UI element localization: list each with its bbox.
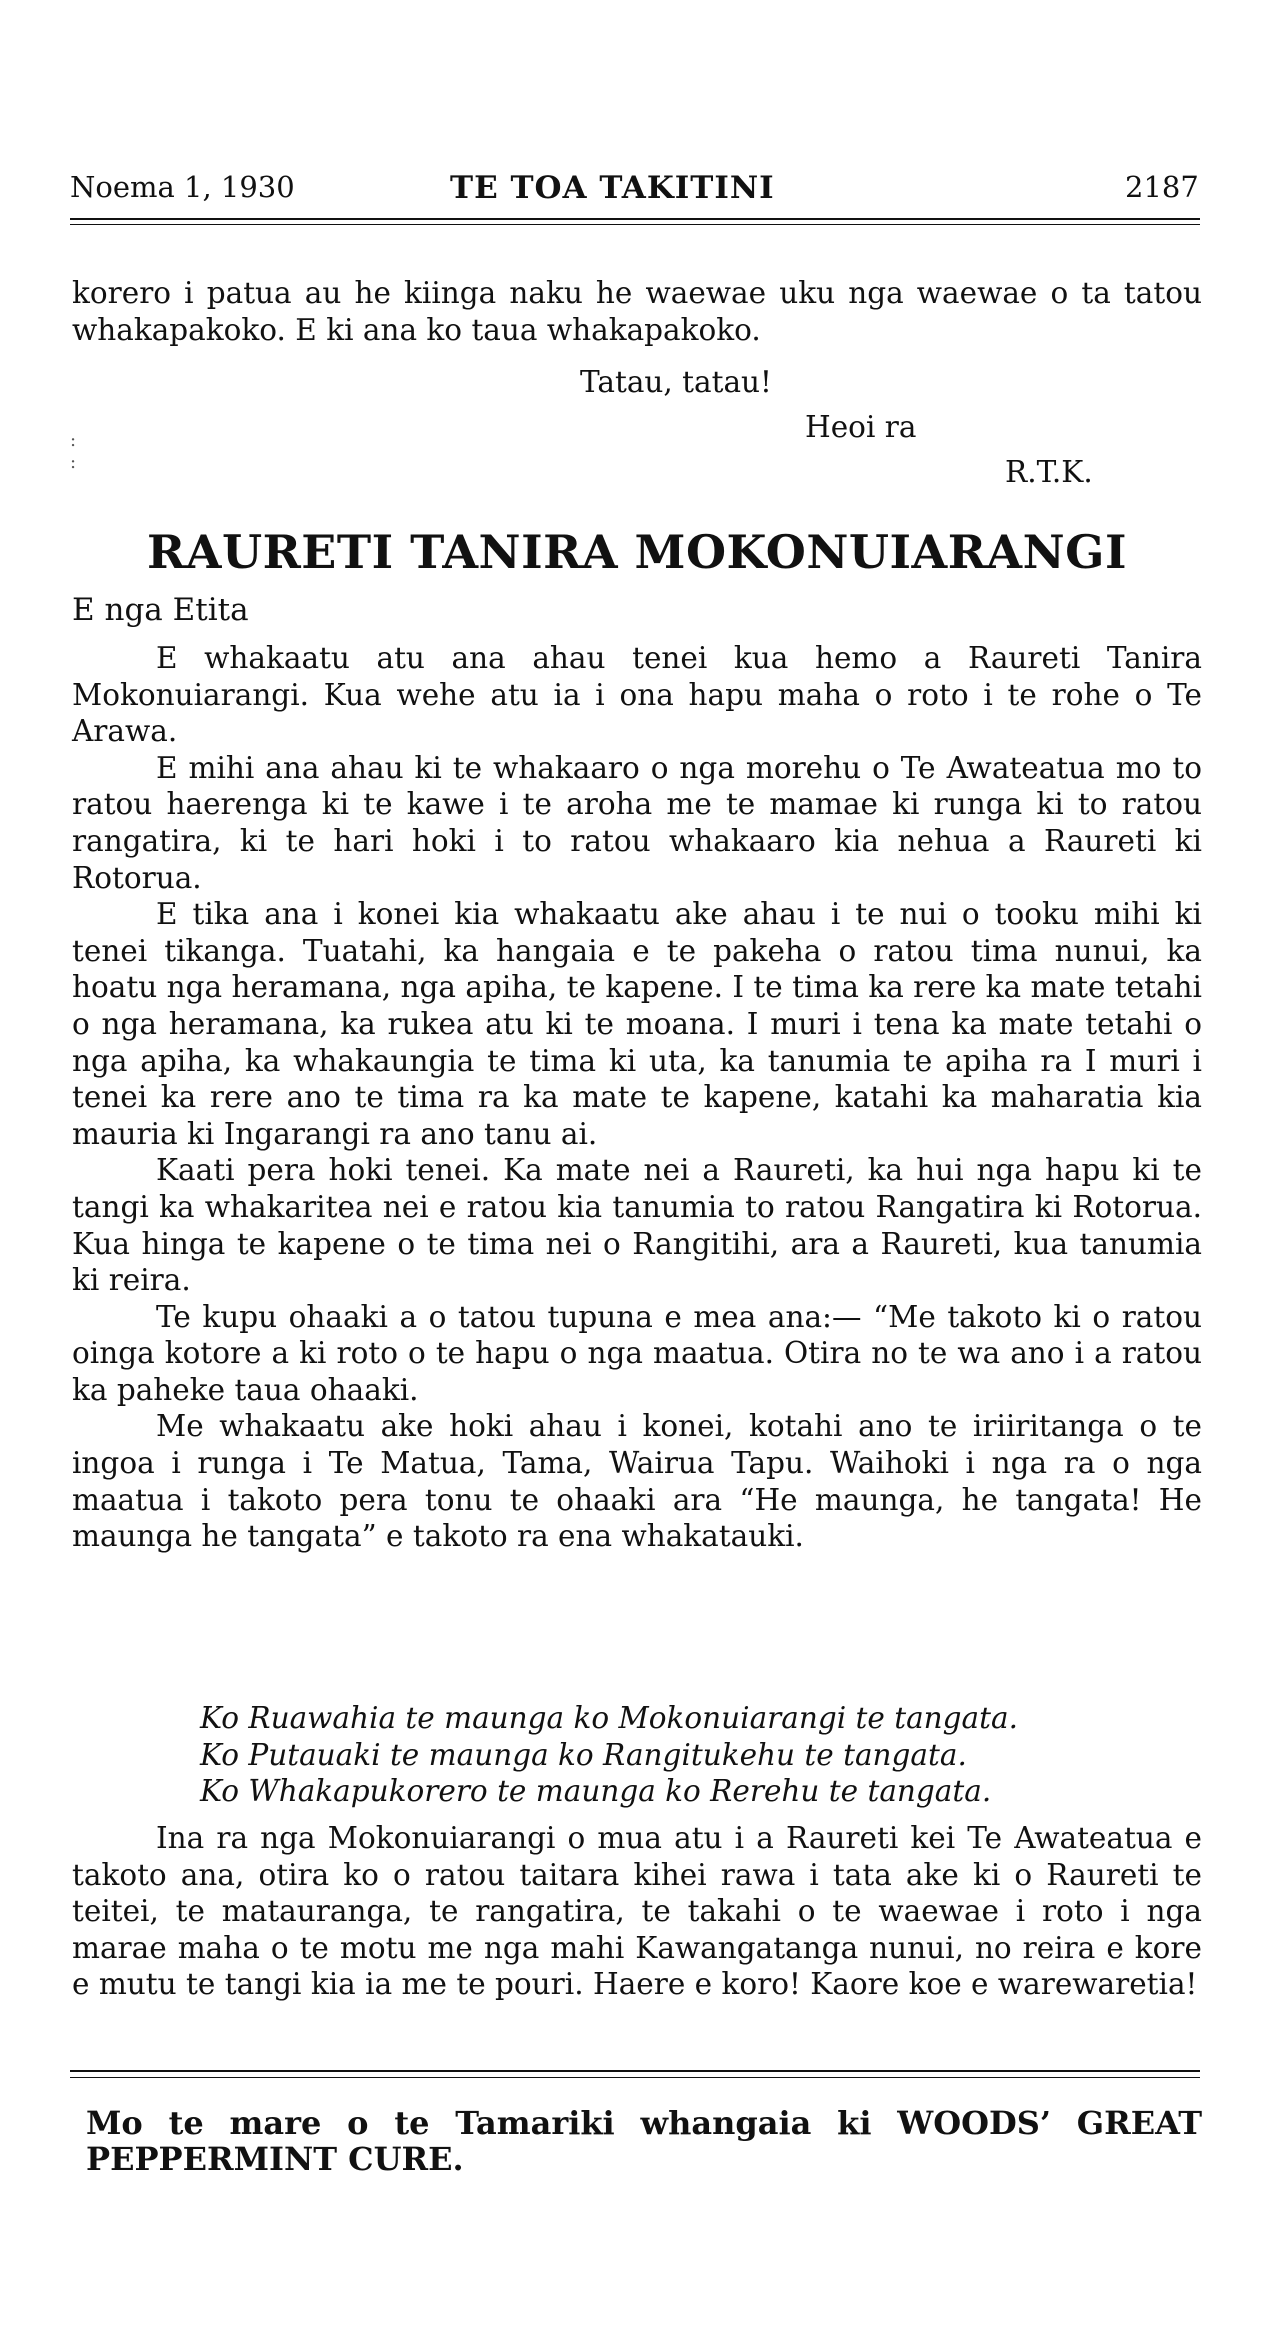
page-number: 2187 (1125, 170, 1199, 204)
proverb-line: Ko Ruawahia te maunga ko Mokonuiarangi te tangata. (200, 1701, 1018, 1735)
article-paragraph: Te kupu ohaaki a o tatou tupuna e mea ana:— “Me takoto ki o ratou oinga kotore a ki roto o te hapu o nga maatua. Otira no te wa ano i a ratou ka paheke taua ohaaki. (72, 1299, 1202, 1407)
running-header (70, 170, 1200, 210)
advertisement: Mo te mare o te Tamariki whangaia ki WOODS’ GREAT PEPPERMINT CURE. (86, 2104, 1202, 2178)
issue-date: Noema 1, 1930 (70, 170, 295, 204)
proverb-list (200, 1700, 1210, 1810)
previous-letter-paragraph: korero i patua au he kiinga naku he waewae uku nga waewae o ta tatou whakapakoko. E ki ana ko taua whakapakoko. (72, 276, 1202, 347)
proverb-line: Ko Whakapukorero te maunga ko Rerehu te tangata. (200, 1774, 992, 1809)
article-body (72, 640, 1202, 1555)
article-paragraph: E whakaatu atu ana ahau tenei kua hemo a Raureti Tanira Mokonuiarangi. Kua wehe atu ia i ona hapu maha o roto i te rohe o Te Arawa. (72, 641, 1202, 749)
closing-section (72, 1820, 1202, 2003)
proverb-line: Ko Putauaki te maunga ko Rangitukehu te tangata. (200, 1737, 967, 1772)
farewell-line: Tatau, tatau! (580, 365, 772, 399)
newspaper-title: TE TOA TAKITINI (450, 170, 775, 206)
article-paragraph: Kaati pera hoki tenei. Ka mate nei a Raureti, ka hui nga hapu ki te tangi ka whakaritea nei e ratou kia tanumia to ratou Rangatira ki Rotorua. Kua hinga te kapene o te tima nei o Rangitihi, ara a Raureti, kua tanumia ki reira. (72, 1153, 1202, 1298)
margin-marks: : : (70, 430, 77, 473)
article-title: RAURETI TANIRA MOKONUIARANGI (147, 525, 1127, 579)
footer-rule (70, 2070, 1200, 2072)
article-paragraph: E mihi ana ahau ki te whakaaro o nga morehu o Te Awateatua mo to ratou haerenga ki te kawe i te aroha me te mamae ki runga ki to ratou rangatira, ki te hari hoki i to ratou whakaaro kia nehua a Raureti ki Rotorua. (72, 750, 1202, 895)
previous-letter (72, 275, 1202, 348)
article-paragraph: Me whakaatu ake hoki ahau i konei, kotahi ano te iriiritanga o te ingoa i runga i Te Matua, Tama, Wairua Tapu. Waihoki i nga ra o nga maatua i takoto pera tonu te ohaaki ara “He maunga, he tangata! He maunga he tangata” e takoto ra ena whakatauki. (72, 1409, 1202, 1554)
footer-rule-thin (70, 2077, 1200, 2078)
closing-line: Heoi ra (805, 410, 917, 444)
salutation: E nga Etita (72, 592, 249, 628)
signature: R.T.K. (1005, 455, 1093, 489)
closing-paragraph: Ina ra nga Mokonuiarangi o mua atu i a Raureti kei Te Awateatua e takoto ana, otira ko o ratou taitara kihei rawa i tata ake ki o Raureti te teitei, te matauranga, te rangatira, te takahi o te waewae i roto i nga marae maha o te motu me nga mahi Kawangatanga nunui, no reira e kore e mutu te tangi kia ia me te pouri. Haere e koro! Kaore koe e warewaretia! (72, 1821, 1202, 2002)
header-rule (70, 218, 1200, 220)
article-paragraph: E tika ana i konei kia whakaatu ake ahau i te nui o tooku mihi ki tenei tikanga. Tuatahi, ka hangaia e te pakeha o ratou tima nunui, ka hoatu nga heramana, nga apiha, te kapene. I te tima ka rere ka mate tetahi o nga heramana, ka rukea atu ki te moana. I muri i tena ka mate tetahi o nga apiha, ka whakaungia te tima ki uta, ka tanumia te apiha ra I muri i tenei ka rere ano te tima ra ka mate te kapene, katahi ka maharatia kia mauria ki Ingarangi ra ano tanu ai. (72, 897, 1202, 1151)
header-rule-thin (70, 224, 1200, 225)
